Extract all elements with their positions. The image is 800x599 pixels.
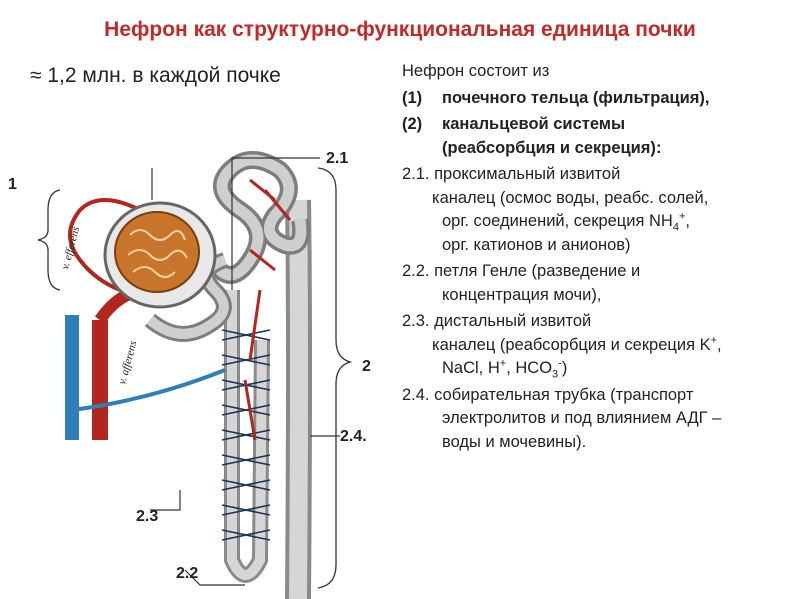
s21-sup: + (678, 210, 686, 223)
item-2-colon: : (655, 138, 662, 157)
v-afferens-label: v. afferens (116, 339, 140, 386)
s22-line-a: 2.2. петля Генле (разведение и (402, 262, 641, 280)
s23-line-b: каналец (реабсорбция и секреция K (432, 335, 711, 354)
description-panel (402, 60, 797, 457)
s23-line-c1: NaCl, H (442, 359, 500, 377)
nephron-count: ≈ 1,2 млн. в каждой почке (30, 64, 281, 87)
intro-text: Нефрон состоит из (402, 62, 550, 80)
item-1-num: (1) (402, 88, 423, 107)
label-2-2: 2.2 (176, 565, 199, 582)
s23-line-b-end: , (717, 335, 722, 354)
s23-line-a: 2.3. дистальный извитой (402, 312, 592, 330)
s23-sup-minus: - (558, 357, 562, 370)
s23-sub: 3 (552, 368, 559, 381)
section-2-3 (402, 310, 797, 381)
page-title: Нефрон как структурно-функциональная единица почки (104, 18, 696, 41)
label-2: 2 (362, 358, 371, 375)
label-2-1: 2.1 (326, 150, 349, 167)
item-2 (402, 113, 797, 160)
item-2-num: (2) (402, 115, 423, 133)
item-2-text-a: канальцевой системы (442, 115, 626, 133)
s21-line-d: орг. катионов и анионов) (442, 235, 631, 254)
nephron-diagram (0, 140, 400, 599)
bracket-2 (318, 168, 350, 588)
label-2-3: 2.3 (136, 508, 159, 525)
item-1-text: почечного тельца (фильтрация), (442, 88, 710, 107)
s24-line-c: воды и мочевины). (442, 432, 587, 451)
s22-line-b: концентрация мочи), (442, 285, 602, 304)
s21-line-a: 2.1. проксимальный извитой (402, 165, 621, 183)
s23-sup-k: + (710, 334, 718, 346)
s24-line-b: электролитов и под влиянием АДГ – (442, 409, 722, 427)
s24-line-a: 2.4. собирательная трубка (транспорт (402, 385, 694, 404)
glomerulus (115, 212, 199, 292)
item-1 (402, 87, 797, 111)
label-1: 1 (8, 176, 17, 193)
item-2-text-b: (реабсорбция и секреция) (442, 138, 656, 157)
section-2-1 (402, 163, 797, 257)
bracket-1 (38, 190, 60, 290)
s21-line-c: орг. соединений, секреция NH (442, 212, 673, 230)
s23-line-c2: , HCO (506, 359, 553, 377)
s21-line-b: каналец (осмос воды, реабс. солей, (432, 188, 709, 207)
s21-sub: 4 (672, 221, 679, 234)
label-2-4: 2.4. (340, 428, 367, 445)
section-2-4 (402, 384, 797, 455)
pointer-23 (150, 490, 180, 510)
s23-line-c3: ) (561, 359, 568, 377)
s23-sup-h: + (499, 357, 507, 370)
v-efferens-label: v. efferens (59, 225, 83, 271)
section-2-2 (402, 260, 797, 307)
s21-line-c-end: , (685, 212, 690, 230)
